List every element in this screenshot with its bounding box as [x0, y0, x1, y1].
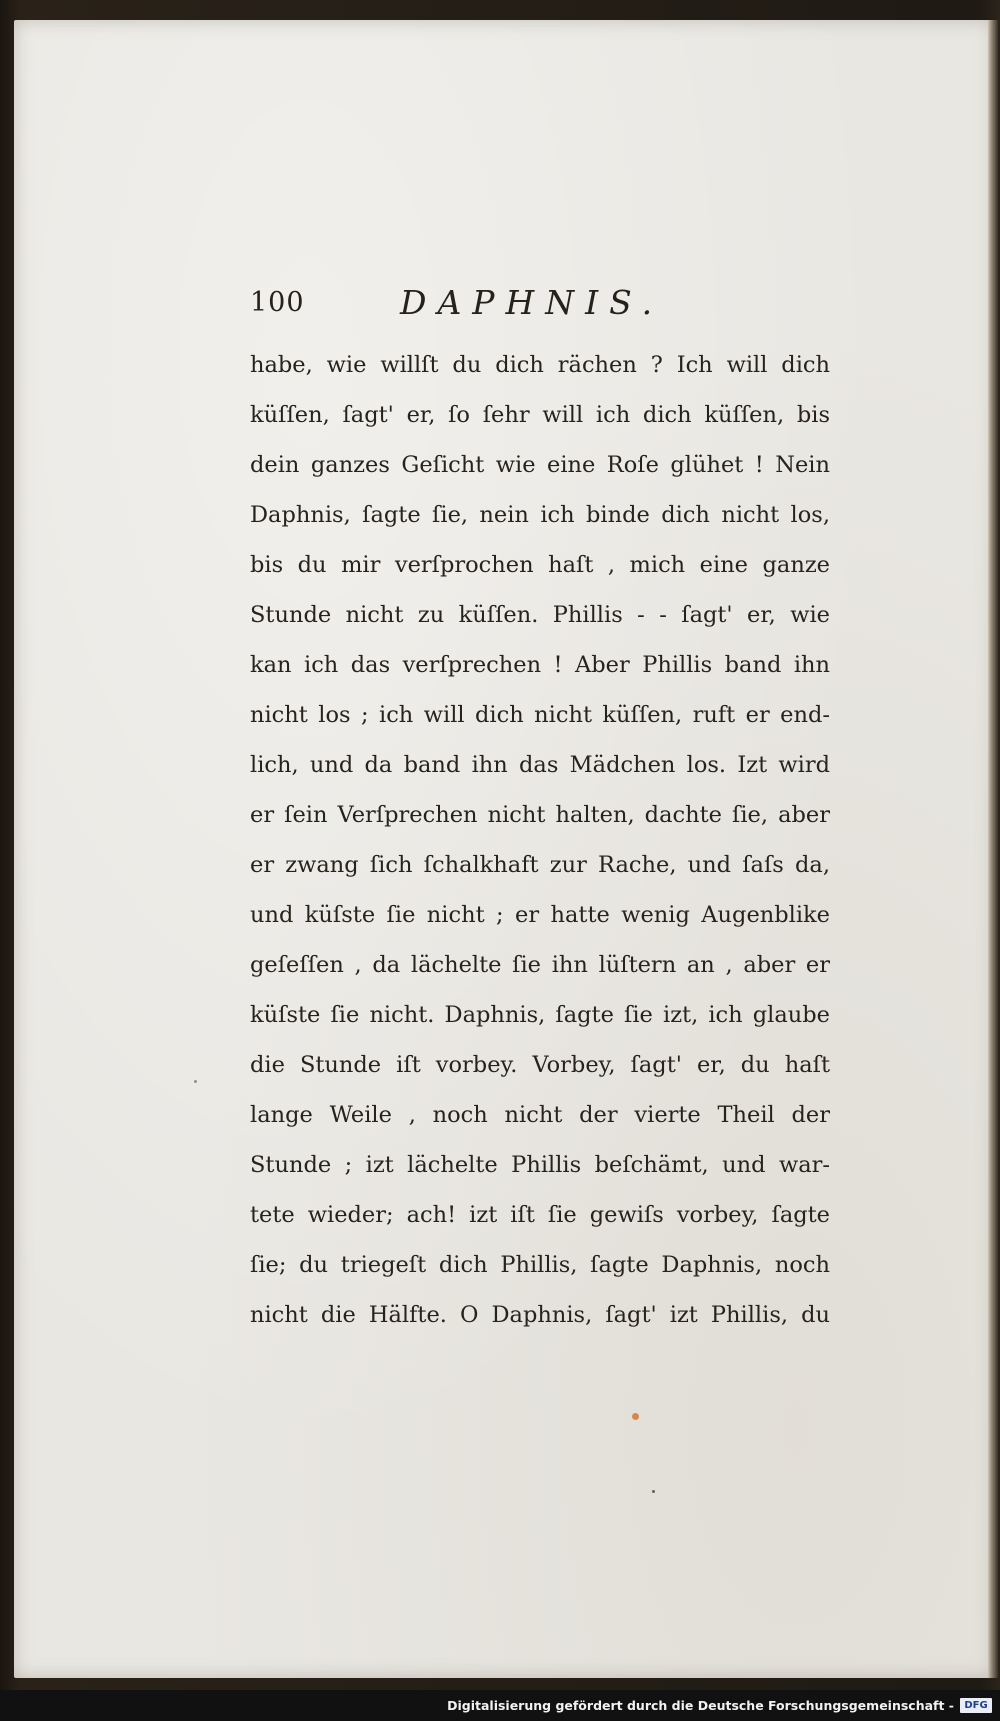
text-line: nicht los ; ich will dich nicht küſſen, ruft er end- — [250, 702, 830, 728]
footer-bar — [0, 1690, 1000, 1721]
text-line: küſste ſie nicht. Daphnis, ſagte ſie izt, ich glaube — [250, 1002, 830, 1028]
text-line: ſie; du triegeſt dich Phillis, ſagte Daphnis, noch — [250, 1252, 830, 1278]
page-edge — [988, 20, 998, 1678]
text-line: kan ich das verſprechen ! Aber Phillis band ihn — [250, 652, 830, 678]
book-page — [14, 20, 994, 1678]
text-line: lange Weile , noch nicht der vierte Theil der — [250, 1102, 830, 1128]
text-line: tete wieder; ach! izt iſt ſie gewiſs vorbey, ſagte — [250, 1202, 830, 1228]
dfg-logo: DFG — [960, 1698, 992, 1713]
body-text — [250, 340, 830, 1340]
text-line: die Stunde iſt vorbey. Vorbey, ſagt' er, du haſt — [250, 1052, 830, 1078]
text-line: küſſen, ſagt' er, ſo ſehr will ich dich küſſen, bis — [250, 402, 830, 428]
page-number: 100 — [250, 287, 305, 318]
text-line: habe, wie willſt du dich rächen ? Ich will dich — [250, 352, 830, 378]
ink-speck — [652, 1490, 655, 1493]
text-line: geſeſſen , da lächelte ſie ihn lüſtern an , aber er — [250, 952, 830, 978]
text-line: dein ganzes Geſicht wie eine Roſe glühet ! Nein — [250, 452, 830, 478]
text-line: und küſste ſie nicht ; er hatte wenig Augenblike — [250, 902, 830, 928]
text-line: Stunde ; izt lächelte Phillis beſchämt, und war- — [250, 1152, 830, 1178]
text-line: er zwang ſich ſchalkhaft zur Rache, und ſaſs da, — [250, 852, 830, 878]
text-line: Stunde nicht zu küſſen. Phillis - - ſagt' er, wie — [250, 602, 830, 628]
text-line: nicht die Hälfte. O Daphnis, ſagt' izt Phillis, du — [250, 1302, 830, 1328]
text-line: bis du mir verſprochen haſt , mich eine ganze — [250, 552, 830, 578]
text-line: Daphnis, ſagte ſie, nein ich binde dich nicht los, — [250, 502, 830, 528]
running-title: DAPHNIS. — [400, 283, 664, 322]
ink-speck — [194, 1080, 197, 1083]
funding-notice: Digitalisierung gefördert durch die Deutsche Forschungsgemeinschaft - — [447, 1698, 954, 1713]
text-line: lich, und da band ihn das Mädchen los. Izt wird — [250, 752, 830, 778]
ink-speck — [632, 1413, 639, 1420]
running-head — [250, 283, 690, 327]
text-line: er ſein Verſprechen nicht halten, dachte ſie, aber — [250, 802, 830, 828]
